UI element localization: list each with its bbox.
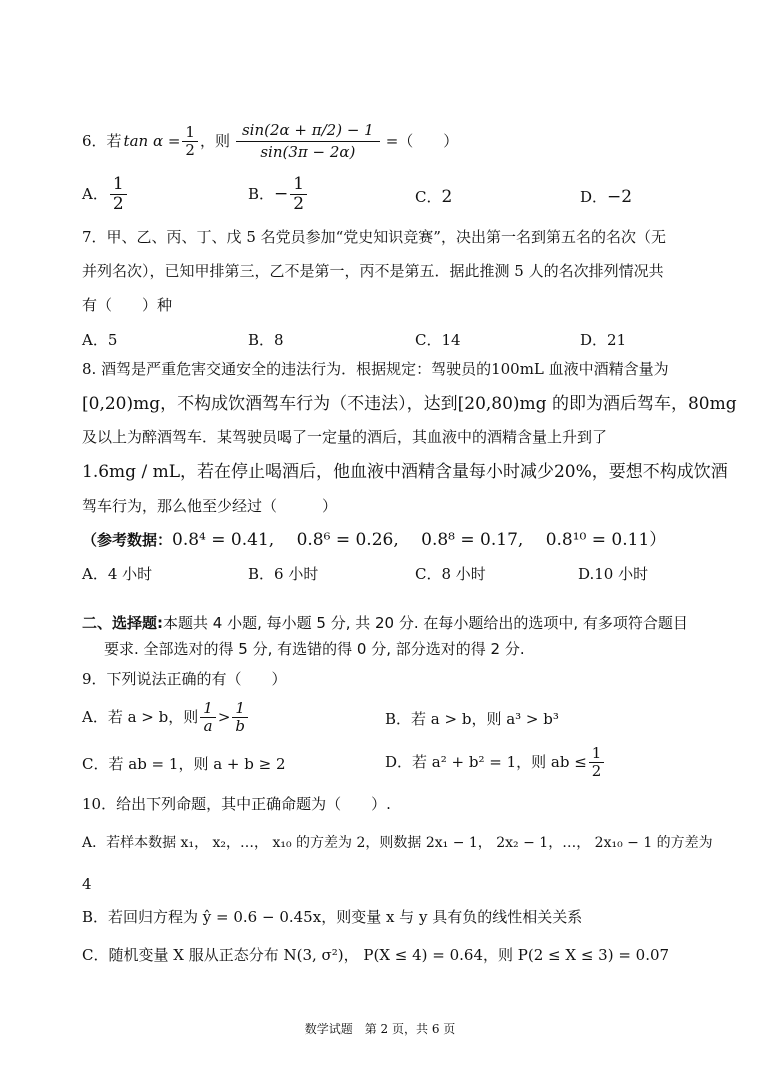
q9-option-c: C．若 ab = 1，则 a + b ≥ 2 bbox=[82, 755, 286, 773]
q8-line2: [0,20)mg，不构成饮酒驾车行为（不违法），达到[20,80)mg 的即为酒后驾车，80mg bbox=[82, 394, 737, 414]
q7-option-d: D．21 bbox=[580, 331, 627, 349]
q6-tan-expr: tan α = bbox=[123, 132, 181, 150]
q6-stem bbox=[82, 110, 458, 172]
q8-option-c: C．8 小时 bbox=[415, 565, 486, 583]
q10-option-a-line2: 4 bbox=[82, 875, 92, 893]
q10-stem: 10．给出下列命题，其中正确命题为（ ）. bbox=[82, 795, 391, 813]
q8-ref-label: （参考数据： bbox=[82, 531, 173, 549]
q10-option-b: B．若回归方程为 ŷ = 0.6 − 0.45x，则变量 x 与 y 具有负的线性相关关系 bbox=[82, 908, 583, 926]
q8-option-b: B．6 小时 bbox=[248, 565, 319, 583]
q8-ref-values: 0.8⁴ = 0.41, 0.8⁶ = 0.26, 0.8⁸ = 0.17, 0.8¹⁰ = 0.11） bbox=[172, 530, 667, 550]
q6-option-a: A． $\frac{1}{2}$ bbox=[82, 175, 129, 213]
page-footer: 数学试题 第 2 页，共 6 页 bbox=[304, 1022, 456, 1036]
q7-option-c: C．14 bbox=[415, 331, 461, 349]
q9-option-a: A．若 a > b，则 $\frac{1}{a}$ > $\frac{1}{b}$ bbox=[82, 700, 250, 734]
q8-line1: 8. 酒驾是严重危害交通安全的违法行为．根据规定：驾驶员的100mL 血液中酒精含量为 bbox=[82, 360, 669, 378]
q6-option-b: B． − $\frac{1}{2}$ bbox=[248, 175, 309, 213]
q7-line1: 7．甲、乙、丙、丁、戊 5 名党员参加“党史知识竞赛”，决出第一名到第五名的名次（无 bbox=[82, 228, 666, 246]
q8-option-a: A．4 小时 bbox=[82, 565, 153, 583]
q6-eq-paren: =（ ） bbox=[385, 132, 459, 150]
q8-option-d: D.10 小时 bbox=[578, 565, 649, 583]
q6-half-fraction: $\frac{1}{2}$ bbox=[182, 124, 198, 158]
q6-main-fraction: $\frac{\sin(2\alpha + \pi/2) - 1}{\sin(3\pi - 2\alpha)}$ bbox=[236, 120, 380, 162]
q10-option-a-line1: A．若样本数据 x₁， x₂，…， x₁₀ 的方差为 2，则数据 2x₁ − 1， 2x₂ − 1，…， 2x₁₀ − 1 的方差为 bbox=[82, 835, 713, 851]
q7-line3: 有（ ）种 bbox=[82, 296, 173, 314]
q9-option-b: B．若 a > b，则 a³ > b³ bbox=[385, 710, 559, 728]
section2-line2: 要求. 全部选对的得 5 分, 有选错的得 0 分, 部分选对的得 2 分. bbox=[104, 640, 525, 658]
q8-line5: 驾车行为，那么他至少经过（ ） bbox=[82, 497, 338, 515]
q6-option-d: D．−2 bbox=[580, 187, 633, 207]
q8-line4: 1.6mg / mL，若在停止喝酒后，他血液中酒精含量每小时减少20%，要想不构成饮酒 bbox=[82, 462, 728, 482]
q6-option-c: C．2 bbox=[415, 187, 453, 207]
q10-option-c: C．随机变量 X 服从正态分布 N(3, σ²)， P(X ≤ 4) = 0.64，则 P(2 ≤ X ≤ 3) = 0.07 bbox=[82, 946, 670, 964]
q6-then: ，则 bbox=[199, 132, 230, 150]
q7-option-a: A．5 bbox=[82, 331, 118, 349]
q7-option-b: B．8 bbox=[248, 331, 284, 349]
q9-option-d: D．若 a² + b² = 1，则 ab ≤ $\frac{1}{2}$ bbox=[385, 745, 606, 779]
section2-title: 二、选择题: bbox=[82, 614, 163, 632]
q7-line2: 并列名次），已知甲排第三，乙不是第一，丙不是第五．据此推测 5 人的名次排列情况共 bbox=[82, 262, 664, 280]
q9-stem: 9．下列说法正确的有（ ） bbox=[82, 670, 287, 688]
q8-line3: 及以上为醉酒驾车．某驾驶员喝了一定量的酒后，其血液中的酒精含量上升到了 bbox=[82, 428, 608, 446]
q8-reference-data bbox=[82, 530, 666, 550]
section2-line1: 二、选择题:本题共 4 小题, 每小题 5 分, 共 20 分. 在每小题给出的选项中, 有多项符合题目 bbox=[82, 614, 688, 632]
q6-prefix: 6．若 bbox=[82, 132, 122, 150]
